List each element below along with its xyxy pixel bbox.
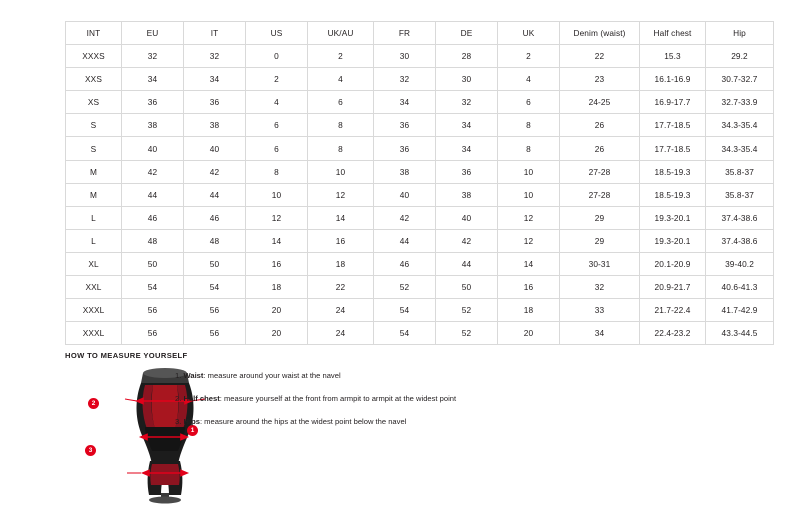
table-header-row: [66, 22, 774, 45]
cell-hip: 40.6-41.3: [706, 276, 774, 299]
cell-hip: 29.2: [706, 45, 774, 68]
note-text: : measure around the hips at the widest point below the navel: [199, 417, 407, 426]
cell-ukau: 24: [308, 322, 374, 345]
cell-it: 44: [184, 183, 246, 206]
cell-us: 2: [246, 68, 308, 91]
cell-denim: 32: [560, 276, 640, 299]
cell-de: 44: [436, 252, 498, 275]
cell-ukau: 22: [308, 276, 374, 299]
how-to-measure-title: HOW TO MEASURE YOURSELF: [65, 351, 188, 360]
cell-us: 20: [246, 299, 308, 322]
cell-hip: 43.3-44.5: [706, 322, 774, 345]
table-row: [66, 160, 774, 183]
table-row: [66, 137, 774, 160]
cell-eu: 44: [122, 183, 184, 206]
note-term: Waist: [183, 371, 204, 380]
table-row: [66, 276, 774, 299]
cell-uk: 12: [498, 206, 560, 229]
cell-denim: 29: [560, 229, 640, 252]
column-header-hip: Hip: [706, 22, 774, 45]
cell-de: 40: [436, 206, 498, 229]
note-number: 2.: [175, 394, 182, 403]
cell-it: 50: [184, 252, 246, 275]
cell-us: 6: [246, 114, 308, 137]
column-header-half-chest: Half chest: [640, 22, 706, 45]
cell-hip: 41.7-42.9: [706, 299, 774, 322]
cell-it: 40: [184, 137, 246, 160]
cell-int: XS: [66, 91, 122, 114]
cell-denim: 29: [560, 206, 640, 229]
cell-ukau: 8: [308, 137, 374, 160]
cell-hip: 35.8-37: [706, 160, 774, 183]
cell-it: 46: [184, 206, 246, 229]
cell-ukau: 14: [308, 206, 374, 229]
table-row: [66, 252, 774, 275]
table-row: [66, 183, 774, 206]
column-header-uk: UK: [498, 22, 560, 45]
cell-denim: 33: [560, 299, 640, 322]
cell-hip: 34.3-35.4: [706, 114, 774, 137]
cell-us: 10: [246, 183, 308, 206]
cell-int: L: [66, 206, 122, 229]
size-chart-table: [65, 21, 774, 345]
cell-hip: 37.4-38.6: [706, 206, 774, 229]
cell-hip: 32.7-33.9: [706, 91, 774, 114]
cell-int: M: [66, 183, 122, 206]
cell-int: XXL: [66, 276, 122, 299]
cell-denim: 22: [560, 45, 640, 68]
cell-it: 56: [184, 299, 246, 322]
cell-uk: 10: [498, 183, 560, 206]
cell-de: 38: [436, 183, 498, 206]
cell-uk: 12: [498, 229, 560, 252]
cell-ukau: 12: [308, 183, 374, 206]
cell-uk: 16: [498, 276, 560, 299]
how-to-measure-block: [65, 365, 735, 505]
badge-1-waist: 1: [187, 425, 198, 436]
cell-us: 8: [246, 160, 308, 183]
size-chart-header: [66, 22, 774, 45]
cell-denim: 27-28: [560, 183, 640, 206]
cell-int: S: [66, 114, 122, 137]
cell-it: 32: [184, 45, 246, 68]
cell-int: S: [66, 137, 122, 160]
measure-notes: [175, 370, 715, 439]
cell-ukau: 2: [308, 45, 374, 68]
cell-it: 48: [184, 229, 246, 252]
cell-half-chest: 15.3: [640, 45, 706, 68]
cell-de: 34: [436, 137, 498, 160]
cell-half-chest: 18.5-19.3: [640, 160, 706, 183]
cell-half-chest: 18.5-19.3: [640, 183, 706, 206]
column-header-de: DE: [436, 22, 498, 45]
cell-eu: 34: [122, 68, 184, 91]
cell-hip: 37.4-38.6: [706, 229, 774, 252]
table-row: [66, 114, 774, 137]
cell-eu: 32: [122, 45, 184, 68]
note-number: 3.: [175, 417, 182, 426]
cell-us: 14: [246, 229, 308, 252]
table-row: [66, 45, 774, 68]
cell-eu: 46: [122, 206, 184, 229]
note-number: 1.: [175, 371, 182, 380]
cell-half-chest: 22.4-23.2: [640, 322, 706, 345]
table-row: [66, 322, 774, 345]
cell-uk: 10: [498, 160, 560, 183]
cell-de: 32: [436, 91, 498, 114]
cell-fr: 38: [374, 160, 436, 183]
cell-int: XXXS: [66, 45, 122, 68]
cell-fr: 44: [374, 229, 436, 252]
cell-fr: 36: [374, 137, 436, 160]
cell-int: M: [66, 160, 122, 183]
cell-de: 36: [436, 160, 498, 183]
cell-de: 52: [436, 299, 498, 322]
cell-ukau: 10: [308, 160, 374, 183]
size-chart-table-wrapper: [65, 21, 758, 345]
cell-de: 28: [436, 45, 498, 68]
cell-int: XL: [66, 252, 122, 275]
cell-de: 34: [436, 114, 498, 137]
measure-note-waist: [175, 370, 715, 381]
cell-ukau: 18: [308, 252, 374, 275]
table-row: [66, 91, 774, 114]
cell-uk: 6: [498, 91, 560, 114]
cell-uk: 8: [498, 114, 560, 137]
cell-denim: 30-31: [560, 252, 640, 275]
cell-fr: 54: [374, 299, 436, 322]
cell-fr: 54: [374, 322, 436, 345]
cell-eu: 40: [122, 137, 184, 160]
cell-eu: 38: [122, 114, 184, 137]
cell-us: 20: [246, 322, 308, 345]
cell-int: XXXL: [66, 299, 122, 322]
cell-denim: 26: [560, 137, 640, 160]
cell-half-chest: 20.9-21.7: [640, 276, 706, 299]
cell-us: 18: [246, 276, 308, 299]
cell-fr: 32: [374, 68, 436, 91]
note-term: Half chest: [183, 394, 220, 403]
cell-fr: 36: [374, 114, 436, 137]
cell-half-chest: 19.3-20.1: [640, 206, 706, 229]
table-row: [66, 229, 774, 252]
cell-it: 56: [184, 322, 246, 345]
cell-eu: 42: [122, 160, 184, 183]
table-row: [66, 299, 774, 322]
cell-de: 52: [436, 322, 498, 345]
column-header-ukau: UK/AU: [308, 22, 374, 45]
note-term: Hips: [183, 417, 200, 426]
cell-uk: 2: [498, 45, 560, 68]
cell-denim: 34: [560, 322, 640, 345]
cell-ukau: 8: [308, 114, 374, 137]
table-row: [66, 206, 774, 229]
cell-it: 38: [184, 114, 246, 137]
cell-uk: 14: [498, 252, 560, 275]
cell-eu: 36: [122, 91, 184, 114]
cell-hip: 39-40.2: [706, 252, 774, 275]
cell-de: 50: [436, 276, 498, 299]
cell-ukau: 16: [308, 229, 374, 252]
cell-fr: 40: [374, 183, 436, 206]
cell-half-chest: 17.7-18.5: [640, 114, 706, 137]
cell-eu: 54: [122, 276, 184, 299]
cell-de: 42: [436, 229, 498, 252]
cell-half-chest: 21.7-22.4: [640, 299, 706, 322]
cell-eu: 56: [122, 322, 184, 345]
cell-denim: 27-28: [560, 160, 640, 183]
badge-3-hips: 3: [85, 445, 96, 456]
cell-us: 12: [246, 206, 308, 229]
cell-half-chest: 16.1-16.9: [640, 68, 706, 91]
column-header-int: INT: [66, 22, 122, 45]
cell-int: XXXL: [66, 322, 122, 345]
column-header-denim-waist: Denim (waist): [560, 22, 640, 45]
cell-it: 42: [184, 160, 246, 183]
measure-note-hips: [175, 416, 715, 427]
cell-us: 0: [246, 45, 308, 68]
column-header-eu: EU: [122, 22, 184, 45]
cell-eu: 50: [122, 252, 184, 275]
cell-hip: 35.8-37: [706, 183, 774, 206]
cell-us: 4: [246, 91, 308, 114]
cell-denim: 26: [560, 114, 640, 137]
cell-it: 36: [184, 91, 246, 114]
cell-denim: 23: [560, 68, 640, 91]
size-chart-body: [66, 45, 774, 345]
cell-fr: 30: [374, 45, 436, 68]
cell-hip: 30.7-32.7: [706, 68, 774, 91]
note-text: : measure yourself at the front from armpit to armpit at the widest point: [219, 394, 457, 403]
cell-ukau: 6: [308, 91, 374, 114]
cell-eu: 56: [122, 299, 184, 322]
cell-it: 34: [184, 68, 246, 91]
cell-uk: 4: [498, 68, 560, 91]
cell-eu: 48: [122, 229, 184, 252]
cell-half-chest: 16.9-17.7: [640, 91, 706, 114]
cell-int: L: [66, 229, 122, 252]
measure-note-half-chest: [175, 393, 715, 404]
column-header-fr: FR: [374, 22, 436, 45]
cell-fr: 34: [374, 91, 436, 114]
table-row: [66, 68, 774, 91]
cell-it: 54: [184, 276, 246, 299]
cell-half-chest: 19.3-20.1: [640, 229, 706, 252]
cell-int: XXS: [66, 68, 122, 91]
column-header-it: IT: [184, 22, 246, 45]
cell-half-chest: 17.7-18.5: [640, 137, 706, 160]
cell-uk: 20: [498, 322, 560, 345]
cell-uk: 18: [498, 299, 560, 322]
cell-fr: 46: [374, 252, 436, 275]
badge-2-half-chest: 2: [88, 398, 99, 409]
cell-de: 30: [436, 68, 498, 91]
column-header-us: US: [246, 22, 308, 45]
cell-hip: 34.3-35.4: [706, 137, 774, 160]
cell-us: 16: [246, 252, 308, 275]
cell-half-chest: 20.1-20.9: [640, 252, 706, 275]
cell-fr: 42: [374, 206, 436, 229]
cell-uk: 8: [498, 137, 560, 160]
note-text: : measure around your waist at the navel: [203, 371, 341, 380]
cell-denim: 24-25: [560, 91, 640, 114]
cell-fr: 52: [374, 276, 436, 299]
cell-us: 6: [246, 137, 308, 160]
cell-ukau: 24: [308, 299, 374, 322]
cell-ukau: 4: [308, 68, 374, 91]
